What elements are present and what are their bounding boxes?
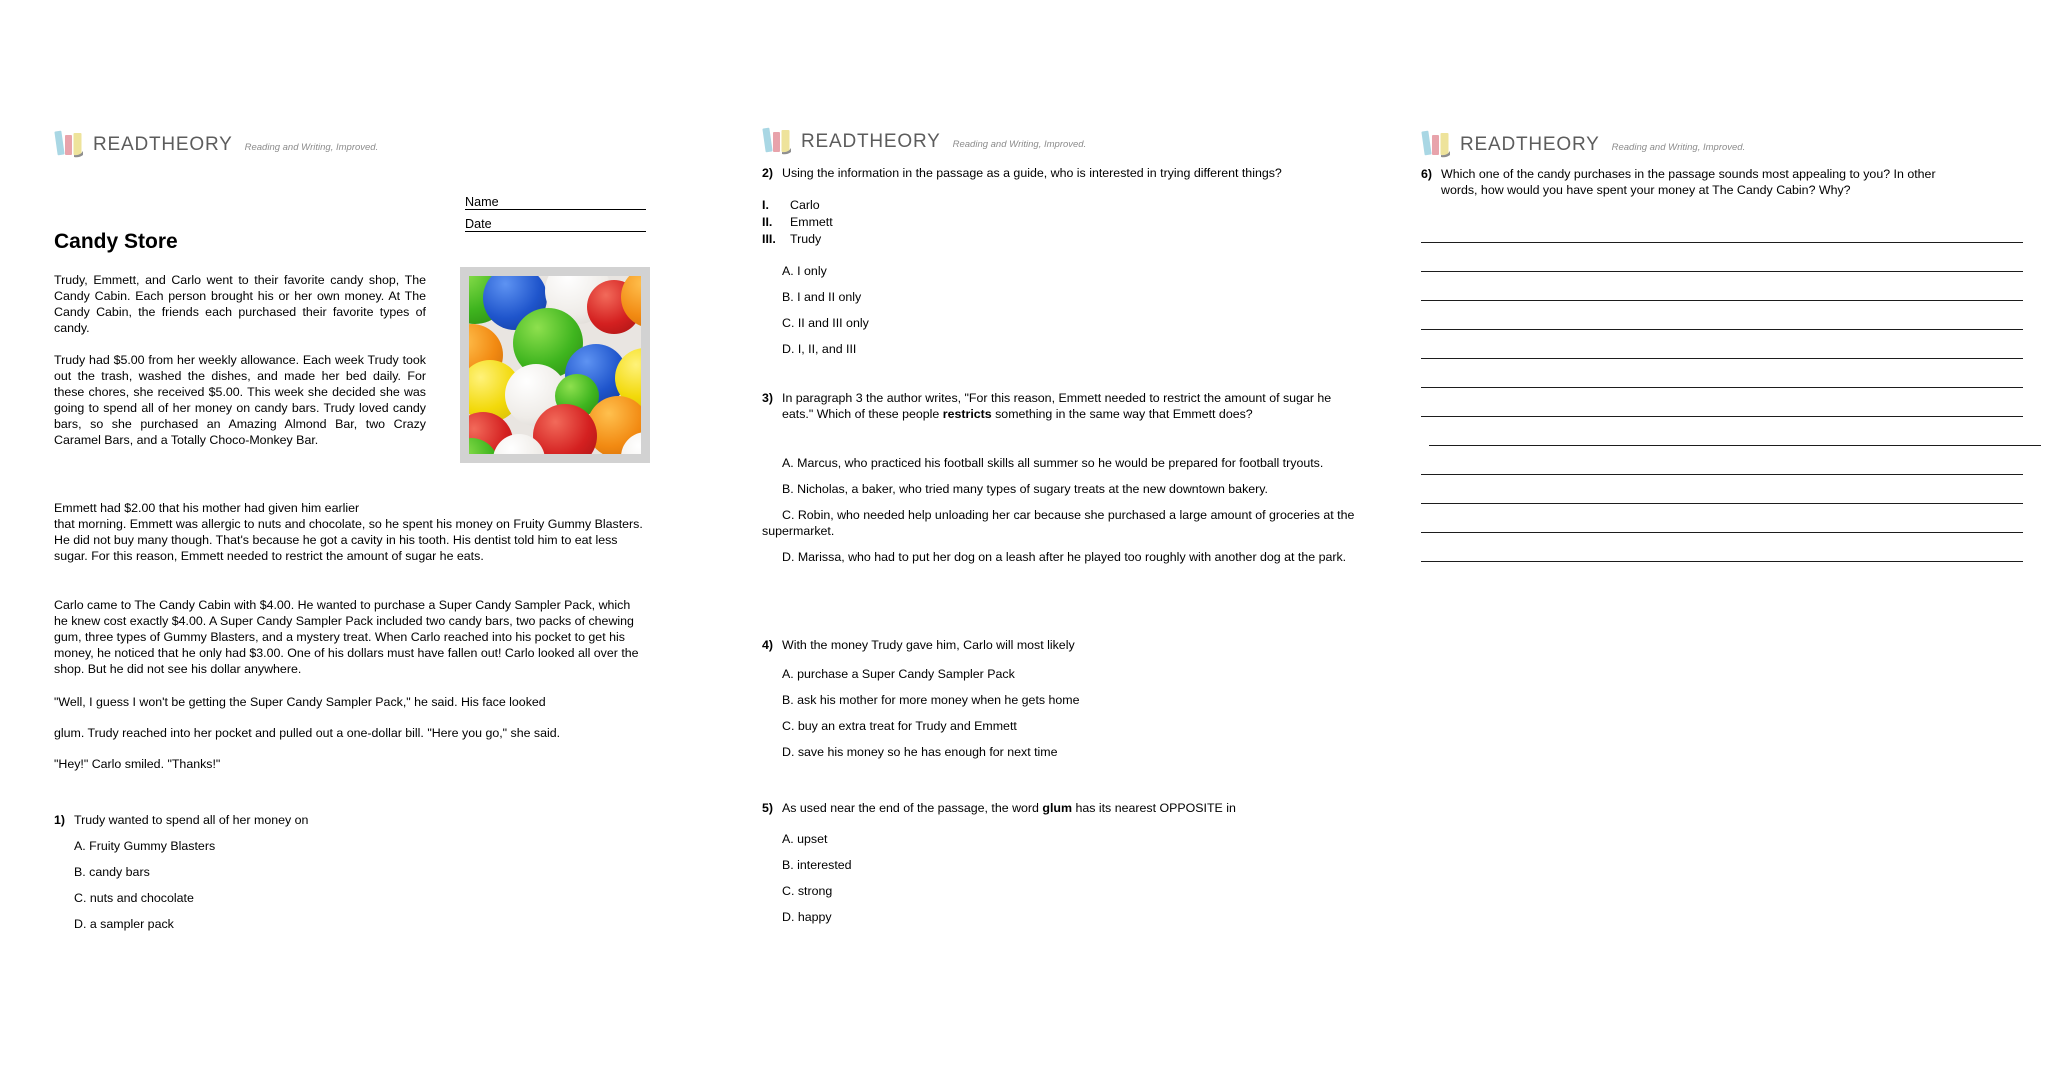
brand-header	[1421, 126, 1745, 163]
question-3-text-pre: In paragraph 3 the author writes, "For this reason, Emmett needed to restrict the amount of sugar he eats." Which of these people	[782, 391, 1332, 421]
question-2-number: 2)	[762, 166, 774, 180]
question-3-bold-word: restricts	[942, 407, 992, 421]
option-2d: D. I, II, and III	[782, 342, 857, 356]
option-1d: D. a sampler pack	[74, 917, 174, 931]
option-5d: D. happy	[782, 910, 832, 924]
roman-numeral: II.	[762, 215, 773, 229]
question-5	[762, 800, 1377, 816]
name-date-block	[465, 190, 646, 234]
answer-line	[1421, 359, 2023, 388]
question-6-text: Which one of the candy purchases in the passage sounds most appealing to you? In other words, how would you have spent your money at The Candy Cabin? Why?	[1441, 167, 1936, 197]
answer-lines	[1421, 214, 2041, 562]
option-3c: C. Robin, who needed help unloading her car because she purchased a large amount of groceries at the supermarket.	[762, 508, 1355, 538]
roman-item	[762, 214, 833, 231]
brand-header	[762, 123, 1086, 160]
question-5-text-pre: As used near the end of the passage, the word	[782, 801, 1043, 815]
answer-line	[1421, 388, 2023, 417]
dialogue-line: "Well, I guess I won't be getting the Super Candy Sampler Pack," he said. His face looked	[54, 695, 546, 709]
option-1b: B. candy bars	[74, 865, 150, 879]
answer-line	[1421, 475, 2023, 504]
question-2-options	[762, 263, 1377, 367]
answer-line	[1429, 417, 2041, 446]
brand-header	[54, 126, 378, 163]
option-1c: C. nuts and chocolate	[74, 891, 194, 905]
date-field	[465, 212, 646, 232]
passage-paragraph-3	[54, 500, 646, 564]
answer-line	[1421, 243, 2023, 272]
question-2	[762, 165, 1377, 181]
roman-label: Emmett	[790, 215, 833, 229]
question-3-text-post: something in the same way that Emmett does?	[991, 407, 1253, 421]
roman-numeral: I.	[762, 198, 769, 212]
question-5-text-post: has its nearest OPPOSITE in	[1072, 801, 1236, 815]
question-4-number: 4)	[762, 638, 774, 652]
name-field	[465, 190, 646, 210]
name-label: Name	[465, 195, 499, 209]
option-2a: A. I only	[782, 264, 827, 278]
answer-line	[1421, 330, 2023, 359]
question-5-bold-word: glum	[1042, 801, 1072, 815]
gumballs-image	[460, 267, 650, 463]
roman-label: Trudy	[790, 232, 822, 246]
page-2	[762, 0, 1380, 1072]
passage-title: Candy Store	[54, 230, 178, 253]
dialogue-line: glum. Trudy reached into her pocket and pulled out a one-dollar bill. "Here you go," she said.	[54, 726, 561, 740]
roman-numeral: III.	[762, 232, 776, 246]
question-3-text	[782, 390, 1342, 422]
date-label: Date	[465, 217, 492, 231]
answer-line	[1421, 446, 2023, 475]
readtheory-books-icon	[54, 126, 84, 163]
option-3a: A. Marcus, who practiced his football skills all summer so he would be prepared for football tryouts.	[782, 456, 1324, 470]
answer-line	[1421, 214, 2023, 243]
question-3-options	[762, 455, 1377, 575]
brand-name: READTHEORY	[801, 130, 941, 152]
dialogue-line: "Hey!" Carlo smiled. "Thanks!"	[54, 757, 221, 771]
option-5b: B. interested	[782, 858, 852, 872]
question-3-number: 3)	[762, 391, 774, 405]
question-2-text: Using the information in the passage as a guide, who is interested in trying different things?	[782, 166, 1282, 180]
roman-label: Carlo	[790, 198, 820, 212]
brand-name: READTHEORY	[1460, 133, 1600, 155]
question-5-options	[762, 831, 1377, 935]
answer-line	[1421, 533, 2023, 562]
answer-line	[1421, 272, 2023, 301]
answer-line	[1421, 301, 2023, 330]
option-4b: B. ask his mother for more money when he gets home	[782, 693, 1080, 707]
option-3b: B. Nicholas, a baker, who tried many types of sugary treats at the new downtown bakery.	[782, 482, 1269, 496]
passage-paragraph-2: Trudy had $5.00 from her weekly allowance. Each week Trudy took out the trash, washed the dishes, and made her bed daily. For these chores, she received $5.00. This week she decided she was going to spend all of her money on candy bars. Trudy loved candy bars, so she purchased an Amazing Almond Bar, two Crazy Caramel Bars, and a Totally Choco-Monkey Bar.	[54, 353, 426, 447]
option-1a: A. Fruity Gummy Blasters	[74, 839, 216, 853]
brand-tagline: Reading and Writing, Improved.	[1611, 141, 1746, 153]
readtheory-books-icon	[1421, 126, 1451, 163]
question-4-options	[762, 666, 1377, 770]
question-6-number: 6)	[1421, 167, 1433, 181]
question-1-text: Trudy wanted to spend all of her money on	[74, 813, 309, 827]
option-4a: A. purchase a Super Candy Sampler Pack	[782, 667, 1015, 681]
passage-paragraph-1: Trudy, Emmett, and Carlo went to their favorite candy shop, The Candy Cabin. Each person brought his or her own money. At The Candy Cabin, the friends each purchased their favorite types of candy.	[54, 273, 426, 335]
paragraph-3-rest: that morning. Emmett was allergic to nuts and chocolate, so he spent his money on Fruity Gummy Blasters. He did not buy many though. That's because he got a cavity in his tooth. His dentist told him to eat less sugar. For this reason, Emmett needed to restrict the amount of sugar he eats.	[54, 517, 643, 563]
option-4d: D. save his money so he has enough for next time	[782, 745, 1058, 759]
passage-paragraph-4: Carlo came to The Candy Cabin with $4.00. He wanted to purchase a Super Candy Sampler Pack, which he knew cost exactly $4.00. A Super Candy Sampler Pack included two candy bars, two packs of chewing gum, three types of Gummy Blasters, and a mystery treat. When Carlo reached into his pocket to get his money, he noticed that he only had $3.00. One of his dollars must have fallen out! Carlo looked all over the shop. But he did not see his dollar anywhere.	[54, 598, 639, 676]
question-1-number: 1)	[54, 813, 66, 827]
question-6	[1421, 166, 1991, 198]
question-1-options	[54, 838, 614, 942]
page-1	[54, 0, 650, 1072]
option-3d: D. Marissa, who had to put her dog on a leash after he played too roughly with another dog at the park.	[782, 550, 1347, 564]
readtheory-books-icon	[762, 123, 792, 160]
question-1	[54, 812, 614, 828]
gumballs-photo	[469, 276, 641, 454]
question-4	[762, 637, 1377, 653]
roman-item	[762, 197, 833, 214]
question-5-number: 5)	[762, 801, 774, 815]
question-3	[762, 390, 1360, 422]
option-4c: C. buy an extra treat for Trudy and Emmett	[782, 719, 1017, 733]
question-5-text	[782, 800, 1377, 816]
answer-line	[1421, 504, 2023, 533]
option-5a: A. upset	[782, 832, 828, 846]
question-2-roman-list	[762, 197, 833, 248]
passage-dialogue	[54, 694, 646, 772]
brand-tagline: Reading and Writing, Improved.	[244, 141, 379, 153]
page-3	[1421, 0, 2024, 1072]
brand-tagline: Reading and Writing, Improved.	[952, 138, 1087, 150]
question-4-text: With the money Trudy gave him, Carlo will most likely	[782, 638, 1075, 652]
roman-item	[762, 231, 833, 248]
brand-name: READTHEORY	[93, 133, 233, 155]
paragraph-3-line-1: Emmett had $2.00 that his mother had given him earlier	[54, 501, 360, 515]
option-5c: C. strong	[782, 884, 833, 898]
option-2c: C. II and III only	[782, 316, 869, 330]
option-2b: B. I and II only	[782, 290, 862, 304]
